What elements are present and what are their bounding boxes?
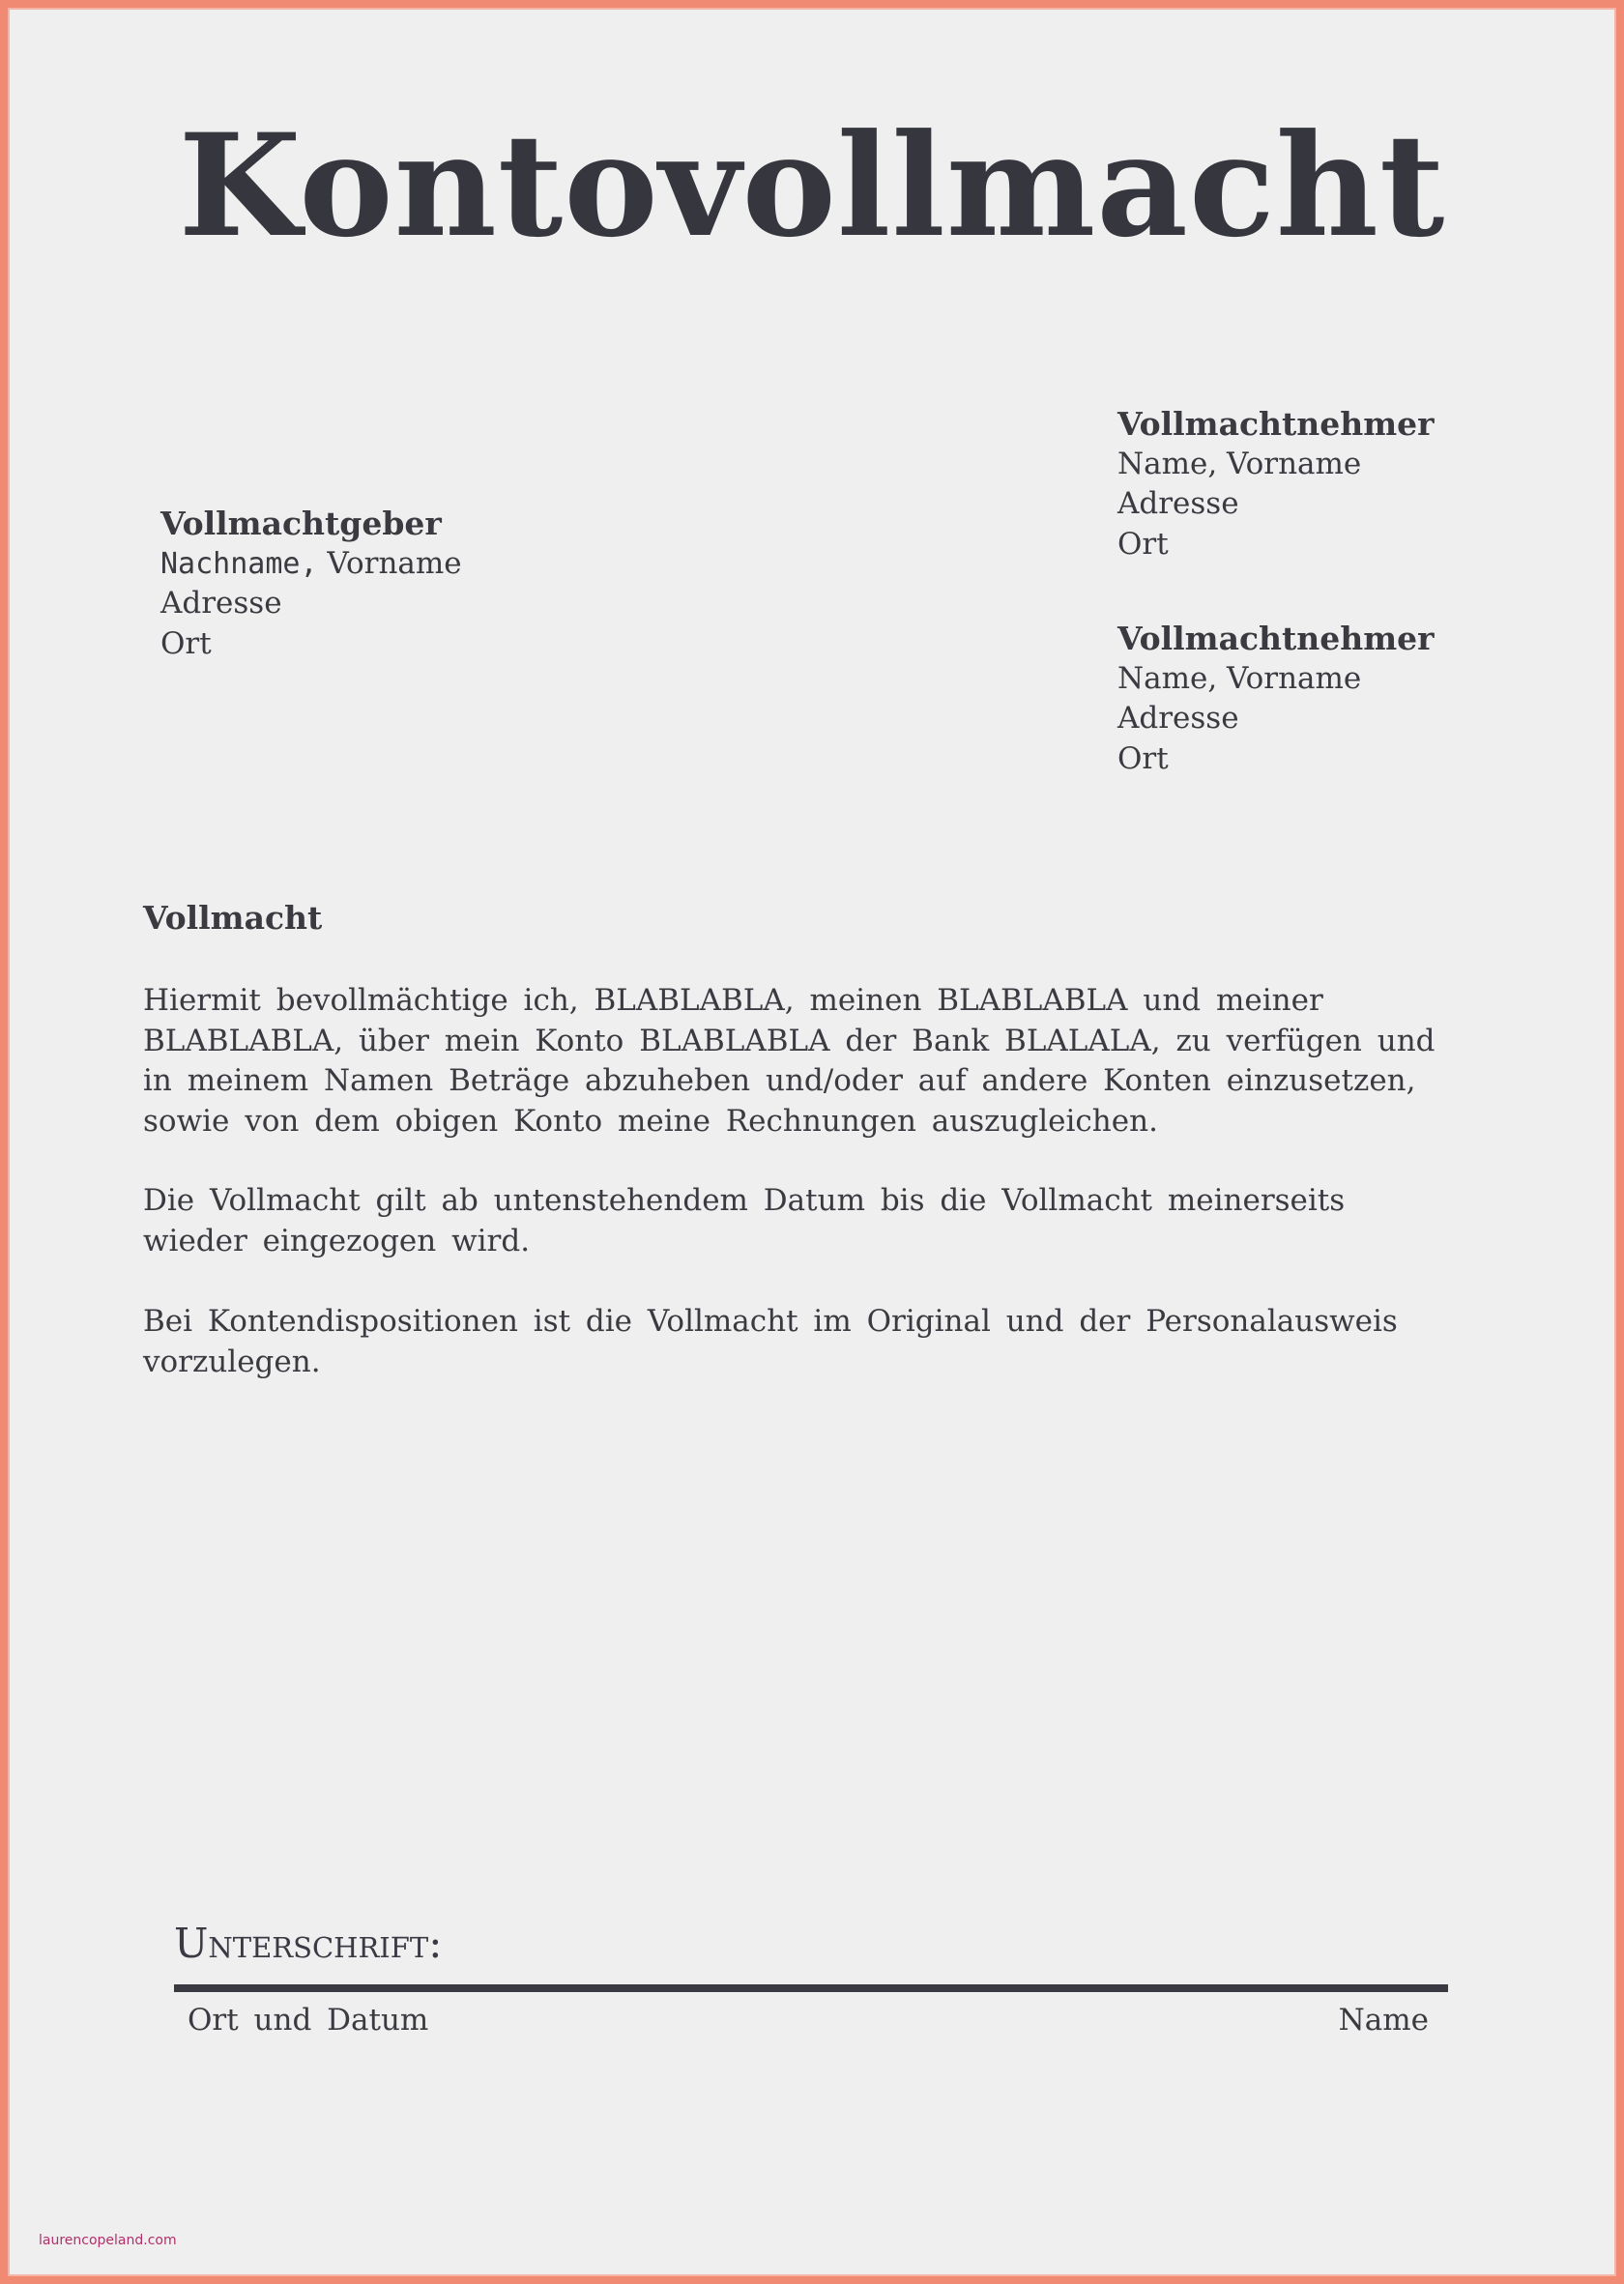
nachname-label: Nachname, [160, 546, 318, 581]
vollmacht-paragraph: Die Vollmacht gilt ab untenstehendem Datum bis die Vollmacht meinerseits wieder eingezogen wird. [143, 1183, 1346, 1258]
signature-name: Name [1338, 2003, 1429, 2038]
vollmachtgeber-ort: Ort [160, 625, 212, 661]
watermark-text: laurencopeland.com [39, 2233, 177, 2248]
vorname-label: Vorname [327, 545, 462, 581]
vollmacht-paragraph: Hiermit bevollmächtige ich, BLABLABLA, meinen BLABLABLA und meiner BLABLABLA, über mein Konto BLABLABLA der Bank BLALALA, zu verfügen und in meinem Namen Beträge abzuheben und/oder auf andere Konten einzusetzen, sowie von dem obigen Konto meine Rechnungen auszugleichen. [143, 983, 1436, 1139]
signature-line [174, 1984, 1448, 1992]
signature-place-date: Ort und Datum [188, 2003, 429, 2038]
vollmachtgeber-adresse: Adresse [160, 586, 282, 621]
vollmachtnehmer-adresse: Adresse [1117, 701, 1239, 736]
vollmachtnehmer-ort: Ort [1117, 740, 1169, 776]
vollmachtnehmer-block-2 [1117, 619, 1435, 779]
vollmachtnehmer-heading: Vollmachtnehmer [1117, 620, 1435, 657]
vollmacht-heading: Vollmacht [143, 899, 323, 937]
vollmachtnehmer-name: Name, Vorname [1117, 446, 1362, 481]
vollmachtnehmer-heading: Vollmachtnehmer [1117, 405, 1435, 443]
vollmachtnehmer-name: Name, Vorname [1117, 660, 1362, 696]
vollmacht-paragraph: Bei Kontendispositionen ist die Vollmacht im Original und der Personalausweis vorzulegen. [143, 1304, 1398, 1379]
vollmachtnehmer-ort: Ort [1117, 526, 1169, 562]
vollmachtgeber-block [160, 504, 462, 664]
vollmachtgeber-name-line [160, 544, 462, 585]
vollmachtnehmer-block-1 [1117, 404, 1435, 564]
document-title: Kontovollmacht [178, 103, 1446, 269]
vollmachtnehmer-adresse: Adresse [1117, 486, 1239, 521]
vollmachtgeber-heading: Vollmachtgeber [160, 505, 442, 542]
signature-label: Unterschrift: [174, 1920, 443, 1967]
